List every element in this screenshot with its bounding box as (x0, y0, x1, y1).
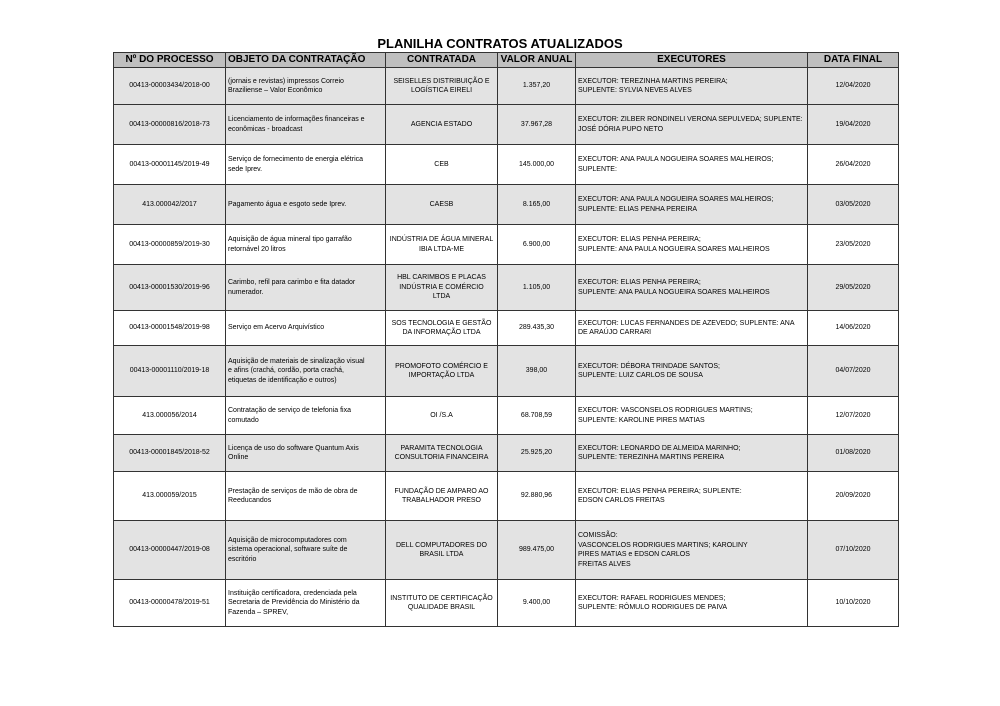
row-valor: 1.357,20 (498, 68, 576, 105)
row-executores: EXECUTOR: ZILBER RONDINELI VERONA SEPULVEDA; SUPLENTE: JOSÉ DÓRIA PUPO NETO (576, 105, 808, 145)
row-contratada: PROMOFOTO COMÉRCIO E IMPORTAÇÃO LTDA (386, 346, 498, 397)
row-objeto: Licenciamento de informações financeiras e econômicas - broadcast (226, 105, 386, 145)
row-processo: 413.000056/2014 (114, 397, 226, 435)
row-contratada: DELL COMPUTADORES DO BRASIL LTDA (386, 521, 498, 580)
row-objeto: (jornais e revistas) impressos Correio Braziliense – Valor Econômico (226, 68, 386, 105)
row-objeto: Aquisição de microcomputadores com sistema operacional, software suíte de escritório (226, 521, 386, 580)
header-data-final: DATA FINAL (808, 53, 899, 68)
row-valor: 398,00 (498, 346, 576, 397)
row-processo: 00413-00001145/2019-49 (114, 145, 226, 185)
row-processo: 00413-00000478/2019-51 (114, 580, 226, 627)
row-valor: 289.435,30 (498, 311, 576, 346)
header-executores: EXECUTORES (576, 53, 808, 68)
row-valor: 989.475,00 (498, 521, 576, 580)
row-objeto: Aquisição de água mineral tipo garrafão retornável 20 litros (226, 225, 386, 265)
table-row (114, 265, 899, 311)
row-executores: EXECUTOR: TEREZINHA MARTINS PEREIRA; SUPLENTE: SYLVIA NEVES ALVES (576, 68, 808, 105)
row-valor: 68.708,59 (498, 397, 576, 435)
row-valor: 145.000,00 (498, 145, 576, 185)
table-row (114, 397, 899, 435)
row-data-final: 07/10/2020 (808, 521, 899, 580)
table-row (114, 68, 899, 105)
row-executores: EXECUTOR: LUCAS FERNANDES DE AZEVEDO; SUPLENTE: ANA DE ARAÚJO CARRARI (576, 311, 808, 346)
row-processo: 00413-00001110/2019-18 (114, 346, 226, 397)
row-contratada: AGENCIA ESTADO (386, 105, 498, 145)
row-data-final: 20/09/2020 (808, 472, 899, 521)
row-contratada: CEB (386, 145, 498, 185)
row-processo: 413.000059/2015 (114, 472, 226, 521)
row-contratada: HBL CARIMBOS E PLACAS INDÚSTRIA E COMÉRCIO LTDA (386, 265, 498, 311)
row-data-final: 29/05/2020 (808, 265, 899, 311)
row-executores: EXECUTOR: ANA PAULA NOGUEIRA SOARES MALHEIROS; SUPLENTE: ELIAS PENHA PEREIRA (576, 185, 808, 225)
table-row (114, 346, 899, 397)
row-objeto: Licença de uso do software Quantum Axis Online (226, 435, 386, 472)
row-executores: EXECUTOR: VASCONSELOS RODRIGUES MARTINS; SUPLENTE: KAROLINE PIRES MATIAS (576, 397, 808, 435)
header-valor: VALOR ANUAL (498, 53, 576, 68)
row-objeto: Contratação de serviço de telefonia fixa comutado (226, 397, 386, 435)
row-data-final: 10/10/2020 (808, 580, 899, 627)
row-valor: 1.105,00 (498, 265, 576, 311)
row-contratada: INDÚSTRIA DE ÁGUA MINERAL IBIA LTDA-ME (386, 225, 498, 265)
row-executores: EXECUTOR: RAFAEL RODRIGUES MENDES; SUPLENTE: RÔMULO RODRIGUES DE PAIVA (576, 580, 808, 627)
row-valor: 25.925,20 (498, 435, 576, 472)
row-objeto: Carimbo, refil para carimbo e fita datador numerador. (226, 265, 386, 311)
table-row (114, 185, 899, 225)
row-executores: EXECUTOR: LEONARDO DE ALMEIDA MARINHO; SUPLENTE: TEREZINHA MARTINS PEREIRA (576, 435, 808, 472)
row-processo: 00413-00000816/2018-73 (114, 105, 226, 145)
row-valor: 9.400,00 (498, 580, 576, 627)
table-row (114, 521, 899, 580)
table-row (114, 225, 899, 265)
row-processo: 00413-00000859/2019-30 (114, 225, 226, 265)
row-data-final: 26/04/2020 (808, 145, 899, 185)
row-contratada: FUNDAÇÃO DE AMPARO AO TRABALHADOR PRESO (386, 472, 498, 521)
header-processo: Nº DO PROCESSO (114, 53, 226, 68)
row-data-final: 03/05/2020 (808, 185, 899, 225)
row-executores: EXECUTOR: ELIAS PENHA PEREIRA; SUPLENTE: ANA PAULA NOGUEIRA SOARES MALHEIROS (576, 265, 808, 311)
row-contratada: INSTITUTO DE CERTIFICAÇÃO QUALIDADE BRASIL (386, 580, 498, 627)
row-data-final: 23/05/2020 (808, 225, 899, 265)
row-processo: 00413-00001548/2019-98 (114, 311, 226, 346)
row-processo: 00413-00003434/2018-00 (114, 68, 226, 105)
row-processo: 413.000042/2017 (114, 185, 226, 225)
table-row (114, 472, 899, 521)
row-executores: EXECUTOR: ANA PAULA NOGUEIRA SOARES MALHEIROS; SUPLENTE: (576, 145, 808, 185)
page-title: PLANILHA CONTRATOS ATUALIZADOS (377, 36, 623, 51)
row-objeto: Serviço de fornecimento de energia elétrica sede Iprev. (226, 145, 386, 185)
row-data-final: 19/04/2020 (808, 105, 899, 145)
row-objeto: Pagamento água e esgoto sede Iprev. (226, 185, 386, 225)
row-objeto: Prestação de serviços de mão de obra de Reeducandos (226, 472, 386, 521)
row-contratada: OI /S.A (386, 397, 498, 435)
row-valor: 8.165,00 (498, 185, 576, 225)
row-valor: 6.900,00 (498, 225, 576, 265)
table-row (114, 145, 899, 185)
row-objeto: Serviço em Acervo Arquivístico (226, 311, 386, 346)
row-data-final: 12/07/2020 (808, 397, 899, 435)
row-processo: 00413-00000447/2019-08 (114, 521, 226, 580)
row-data-final: 01/08/2020 (808, 435, 899, 472)
row-executores: EXECUTOR: ELIAS PENHA PEREIRA; SUPLENTE: ANA PAULA NOGUEIRA SOARES MALHEIROS (576, 225, 808, 265)
row-processo: 00413-00001845/2018-52 (114, 435, 226, 472)
row-data-final: 14/06/2020 (808, 311, 899, 346)
row-objeto: Aquisição de materiais de sinalização visual e afins (crachá, cordão, porta crachá, etiquetas de identificação e outros) (226, 346, 386, 397)
row-contratada: CAESB (386, 185, 498, 225)
row-contratada: SOS TECNOLOGIA E GESTÃO DA INFORMAÇÃO LTDA (386, 311, 498, 346)
header-contratada: CONTRATADA (386, 53, 498, 68)
table-header-row (114, 53, 899, 68)
table-row (114, 435, 899, 472)
row-executores: COMISSÃO: VASCONCELOS RODRIGUES MARTINS; KAROLINY PIRES MATIAS e EDSON CARLOS FREITAS ALVES (576, 521, 808, 580)
row-contratada: PARAMITA TECNOLOGIA CONSULTORIA FINANCEIRA (386, 435, 498, 472)
table-row (114, 580, 899, 627)
row-contratada: SEISELLES DISTRIBUIÇÃO E LOGÍSTICA EIRELI (386, 68, 498, 105)
row-data-final: 04/07/2020 (808, 346, 899, 397)
table-row (114, 105, 899, 145)
row-objeto: Instituição certificadora, credenciada pela Secretaria de Previdência do Ministério da Fazenda – SPREV, (226, 580, 386, 627)
row-executores: EXECUTOR: ELIAS PENHA PEREIRA; SUPLENTE: EDSON CARLOS FREITAS (576, 472, 808, 521)
contracts-table (113, 52, 899, 627)
table-row (114, 311, 899, 346)
row-data-final: 12/04/2020 (808, 68, 899, 105)
row-valor: 92.880,96 (498, 472, 576, 521)
row-processo: 00413-00001530/2019-96 (114, 265, 226, 311)
row-executores: EXECUTOR: DÉBORA TRINDADE SANTOS; SUPLENTE: LUIZ CARLOS DE SOUSA (576, 346, 808, 397)
row-valor: 37.967,28 (498, 105, 576, 145)
header-objeto: OBJETO DA CONTRATAÇÃO (226, 53, 386, 68)
